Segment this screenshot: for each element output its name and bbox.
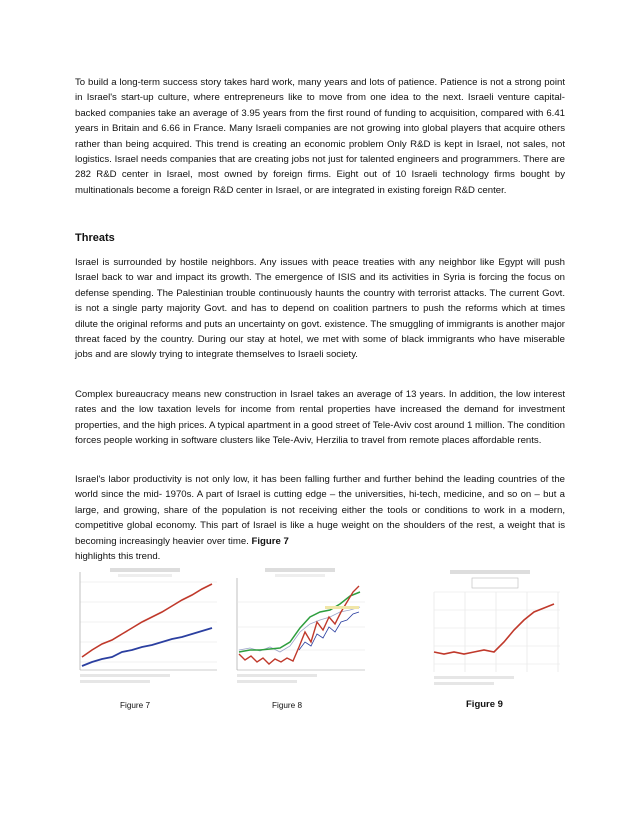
figure-7-reference: Figure 7 xyxy=(251,535,289,547)
paragraph-threats: Israel is surrounded by hostile neighbors. Any issues with peace treaties with any neighbor like Egypt will push Israel back to war and impact its growth. The emergence of ISIS and its activities in Syria is forcing the focus on defense spending. The Palestinian trouble continuously haunts the country with terrorist attacks. The current Govt. is not a single party majority Govt. and has to depend on coalition partners to push the reforms which at times dilute the original reforms and puts an uncertainty on govt. existence. The smuggling of immigrants is another major threat faced by the country. During our stay at hotel, we met with some of black immigrants who have miserable jobs and are slowly trying to integrate themselves to Israeli society. xyxy=(75,257,565,361)
figure-7-caption: Figure 7 xyxy=(120,701,151,710)
paragraph-productivity-text: Israel's labor productivity is not only low, it has been falling further and further behind the leading countries of the world since the mid- 1970s. A part of Israel is cutting edge – the universities, hi-tech, medicine, and so on – but a large, and growing, share of the population is not receiving either the tools or conditions to work in a modern, competitive global economy. This part of Israel is like a huge weight on the shoulders of the rest, a weight that is becoming increasingly heavier over time. xyxy=(75,474,565,547)
figure-9-caption: Figure 9 xyxy=(466,699,503,710)
figure-8-caption: Figure 8 xyxy=(272,701,303,710)
paragraph-startup-culture: To build a long-term success story takes hard work, many years and lots of patience. Patience is not a strong point in Israel's start-up culture, where entrepreneurs like to move from one idea to the next. Israeli venture capital-backed companies take an average of 3.95 years from the first round of funding to acquisition, compared with 6.41 years in Britain and 6.66 in France. Many Israeli companies are not growing into global players that acquire others rather than being acquired. This trend is creating an economic problem Only R&D is kept in Israel, not sales, not logistics. Israel needs companies that are creating jobs not just for talented engineers and programmers. There are 282 R&D center in Israel, most owned by foreign firms. Eight out of 10 Israeli technology firms bought by multinationals become a foreign R&D center in Israel, or are integrated in existing foreign R&D center. xyxy=(75,77,565,196)
figure-7-chart xyxy=(62,562,224,690)
paragraph-productivity xyxy=(75,472,565,564)
section-heading-threats: Threats xyxy=(75,232,115,244)
paragraph-bureaucracy: Complex bureaucracy means new construction in Israel takes an average of 13 years. In addition, the low interest rates and the low taxation levels for income from rental properties have increased the demand for investment properties, and the high prices. A typical apartment in a good street of Tele-Aviv cost around 1 million. The condition forces people working in software clusters like Tele-Aviv, Herzilia to travel from remote places affordable rents. xyxy=(75,389,565,447)
figure-8-chart xyxy=(225,562,373,690)
paragraph-productivity-tail: highlights this trend. xyxy=(75,551,161,563)
figure-9-chart xyxy=(420,566,566,690)
